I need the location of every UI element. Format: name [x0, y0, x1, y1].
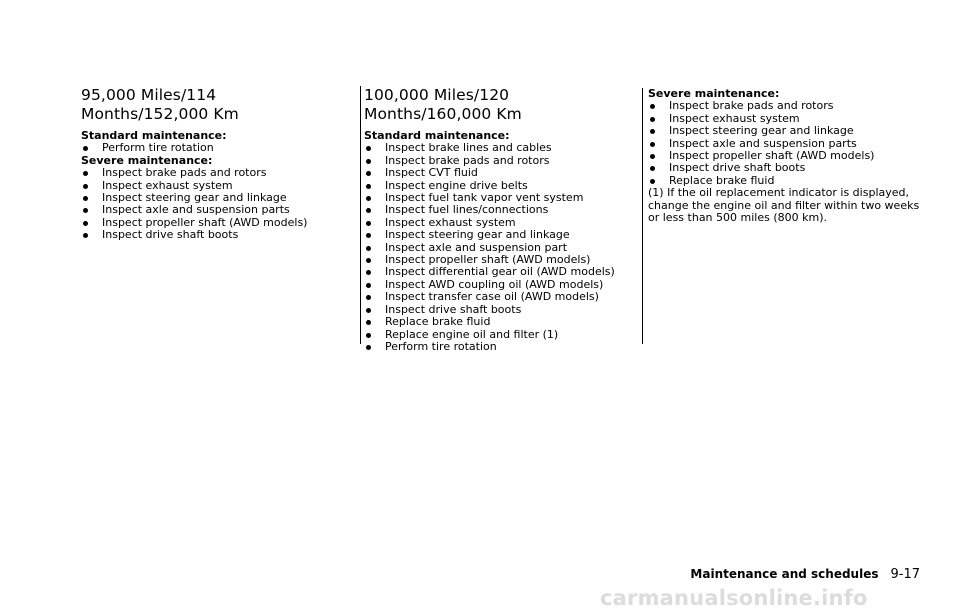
list-item: Inspect brake pads and rotors	[648, 100, 933, 112]
severe-maintenance-label: Severe maintenance:	[81, 153, 213, 167]
section-title: Maintenance and schedules	[690, 567, 879, 581]
list-item: Inspect brake pads and rotors	[81, 167, 346, 179]
list-item: Inspect steering gear and linkage	[81, 192, 346, 204]
severe-maintenance-list	[81, 167, 346, 241]
list-item: Inspect brake lines and cables	[364, 142, 632, 154]
list-item: Inspect brake pads and rotors	[364, 155, 632, 167]
list-item: Perform tire rotation	[81, 142, 346, 154]
severe-maintenance-list	[648, 100, 933, 187]
list-item: Inspect axle and suspension parts	[648, 138, 933, 150]
severe-maintenance-label: Severe maintenance:	[648, 87, 780, 100]
standard-maintenance-list	[364, 142, 632, 353]
list-item: Inspect propeller shaft (AWD models)	[81, 217, 346, 229]
list-item: Inspect propeller shaft (AWD models)	[648, 150, 933, 162]
watermark: carmanualsonline.info	[600, 586, 868, 610]
list-item: Inspect propeller shaft (AWD models)	[364, 254, 632, 266]
list-item: Inspect drive shaft boots	[648, 162, 933, 174]
list-item: Inspect fuel tank vapor vent system	[364, 192, 632, 204]
list-item: Inspect steering gear and linkage	[364, 229, 632, 241]
oil-footnote: (1) If the oil replacement indicator is displayed, change the engine oil and filter within two weeks or less than 500 miles (800 km).	[648, 186, 920, 225]
page-footer	[690, 567, 920, 582]
interval-heading: 100,000 Miles/120 Months/160,000 Km	[364, 86, 522, 123]
list-item: Inspect drive shaft boots	[81, 229, 346, 241]
interval-heading: 95,000 Miles/114 Months/152,000 Km	[81, 86, 239, 123]
list-item: Inspect fuel lines/connections	[364, 204, 632, 216]
list-item: Inspect axle and suspension parts	[81, 204, 346, 216]
column-100000	[364, 86, 632, 353]
list-item: Inspect exhaust system	[364, 217, 632, 229]
list-item: Inspect axle and suspension part	[364, 242, 632, 254]
list-item: Inspect exhaust system	[81, 180, 346, 192]
list-item: Perform tire rotation	[364, 341, 632, 353]
list-item: Inspect transfer case oil (AWD models)	[364, 291, 632, 303]
list-item: Inspect CVT fluid	[364, 167, 632, 179]
column-divider-1	[360, 86, 361, 344]
standard-maintenance-list	[81, 142, 346, 154]
list-item: Inspect exhaust system	[648, 113, 933, 125]
list-item: Inspect steering gear and linkage	[648, 125, 933, 137]
list-item: Replace brake fluid	[648, 175, 933, 187]
standard-maintenance-label: Standard maintenance:	[81, 129, 227, 142]
page-number: 9-17	[890, 567, 920, 582]
list-item: Inspect differential gear oil (AWD models)	[364, 266, 632, 278]
standard-maintenance-label: Standard maintenance:	[364, 129, 510, 142]
list-item: Inspect drive shaft boots	[364, 304, 632, 316]
list-item: Inspect AWD coupling oil (AWD models)	[364, 279, 632, 291]
column-95000	[81, 86, 346, 242]
list-item: Replace brake fluid	[364, 316, 632, 328]
list-item: Replace engine oil and filter (1)	[364, 329, 632, 341]
column-divider-2	[642, 88, 643, 344]
list-item: Inspect engine drive belts	[364, 180, 632, 192]
column-100000-severe	[648, 88, 933, 225]
